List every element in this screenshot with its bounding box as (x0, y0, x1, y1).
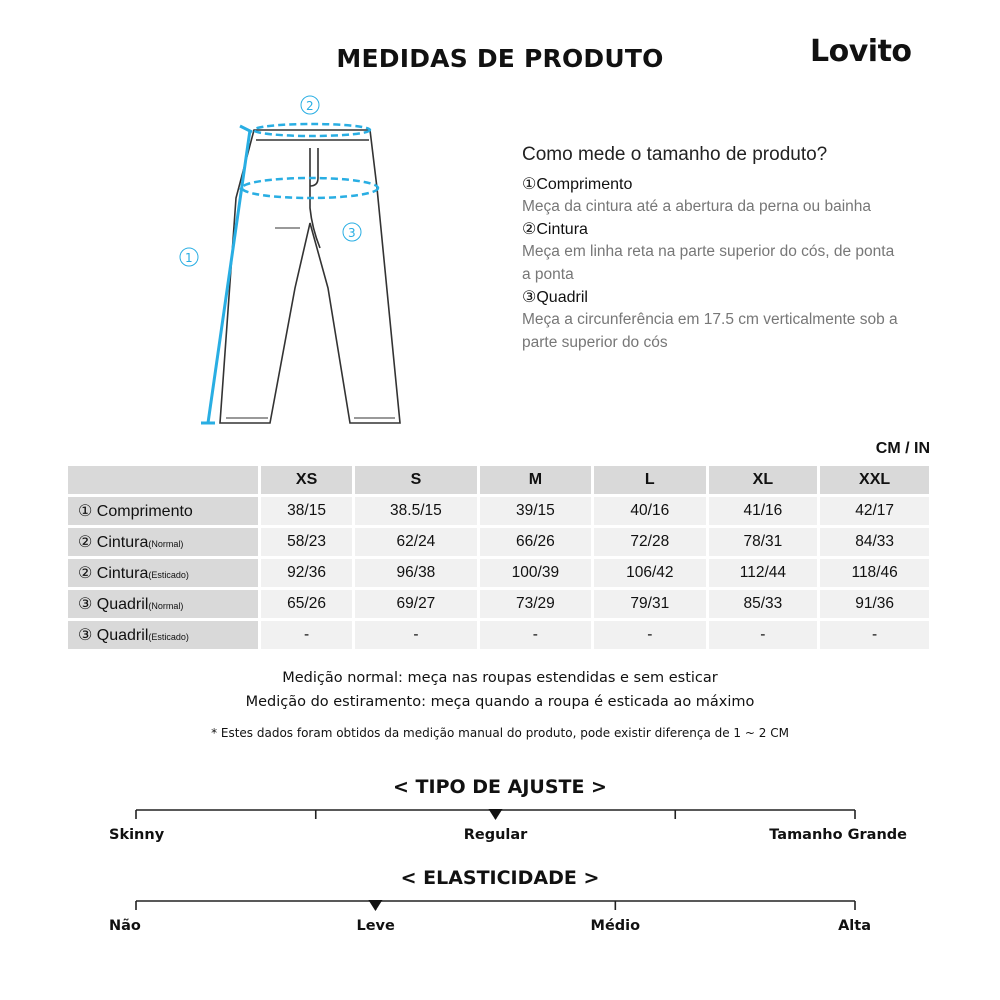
table-cell: 100/39 (480, 559, 591, 587)
table-cell: 106/42 (594, 559, 705, 587)
scale-label: Alta (838, 918, 871, 934)
guide-step-hip-desc: Meça a circunferência em 17.5 cm verticalmente sob a parte superior do cós (522, 311, 898, 351)
table-cell: 39/15 (480, 497, 591, 525)
elasticity-title: < ELASTICIDADE > (400, 867, 600, 889)
scale-label: Não (109, 918, 141, 934)
table-cell: - (355, 621, 477, 649)
scale-label: Leve (356, 918, 395, 934)
size-header: XL (709, 466, 818, 494)
table-cell: 72/28 (594, 528, 705, 556)
table-cell: - (820, 621, 929, 649)
table-cell: 65/26 (261, 590, 352, 618)
table-cell: 38.5/15 (355, 497, 477, 525)
size-header: M (480, 466, 591, 494)
row-label-text: ③ Quadril (78, 596, 149, 613)
table-cell: 42/17 (820, 497, 929, 525)
row-label-text: ③ Quadril (78, 627, 149, 644)
table-cell: 96/38 (355, 559, 477, 587)
table-cell: - (261, 621, 352, 649)
scale-marker (489, 809, 503, 820)
table-cell: 79/31 (594, 590, 705, 618)
size-header: S (355, 466, 477, 494)
elasticity-scale (136, 900, 855, 911)
table-cell: 85/33 (709, 590, 818, 618)
scale-marker (368, 900, 382, 911)
table-cell: - (709, 621, 818, 649)
table-cell: 118/46 (820, 559, 929, 587)
row-label-text: ① Comprimento (78, 503, 193, 520)
guide-step-waist-desc: Meça em linha reta na parte superior do cós, de ponta a ponta (522, 243, 895, 283)
size-header: XXL (820, 466, 929, 494)
marker-1: 1 (185, 251, 193, 265)
size-header: XS (261, 466, 352, 494)
table-cell: 66/26 (480, 528, 591, 556)
table-cell: 38/15 (261, 497, 352, 525)
table-cell: 58/23 (261, 528, 352, 556)
units-label: CM / IN (875, 440, 930, 457)
guide-step-waist: ②Cintura (522, 221, 588, 238)
note-disclaimer: * Estes dados foram obtidos da medição manual do produto, pode existir diferença de 1 ~ 2 CM (211, 726, 789, 740)
table-cell: - (594, 621, 705, 649)
table-cell: 62/24 (355, 528, 477, 556)
scale-label: Regular (463, 827, 528, 843)
guide-question: Como mede o tamanho de produto? (522, 144, 828, 165)
marker-2: 2 (306, 99, 314, 113)
brand-logo: Lovito (810, 34, 912, 69)
table-cell: 112/44 (709, 559, 818, 587)
scale-label: Skinny (109, 827, 165, 843)
row-label-suffix: (Normal) (148, 539, 184, 549)
table-cell: 92/36 (261, 559, 352, 587)
scale-label: Médio (590, 918, 641, 934)
note-normal: Medição normal: meça nas roupas estendidas e sem esticar (282, 670, 718, 686)
table-cell: 69/27 (355, 590, 477, 618)
marker-3: 3 (348, 226, 356, 240)
table-cell: 73/29 (480, 590, 591, 618)
table-cell: - (480, 621, 591, 649)
table-cell: 84/33 (820, 528, 929, 556)
table-cell: 91/36 (820, 590, 929, 618)
row-label-suffix: (Normal) (148, 601, 184, 611)
size-header: L (594, 466, 705, 494)
note-stretch: Medição do estiramento: meça quando a roupa é esticada ao máximo (245, 694, 755, 710)
guide-step-length: ①Comprimento (522, 176, 633, 193)
table-cell: 41/16 (709, 497, 818, 525)
fit-title: < TIPO DE AJUSTE > (393, 776, 607, 798)
scale-label: Tamanho Grande (769, 827, 907, 843)
fit-scale (136, 809, 855, 820)
guide-step-hip: ③Quadril (522, 289, 588, 306)
table-cell: 40/16 (594, 497, 705, 525)
row-label-suffix: (Esticado) (148, 632, 189, 642)
row-label-text: ② Cintura (78, 565, 149, 582)
page-title: MEDIDAS DE PRODUTO (336, 44, 664, 73)
guide-step-length-desc: Meça da cintura até a abertura da perna ou bainha (522, 198, 871, 215)
row-label-text: ② Cintura (78, 534, 149, 551)
row-label-suffix: (Esticado) (148, 570, 189, 580)
table-cell: 78/31 (709, 528, 818, 556)
